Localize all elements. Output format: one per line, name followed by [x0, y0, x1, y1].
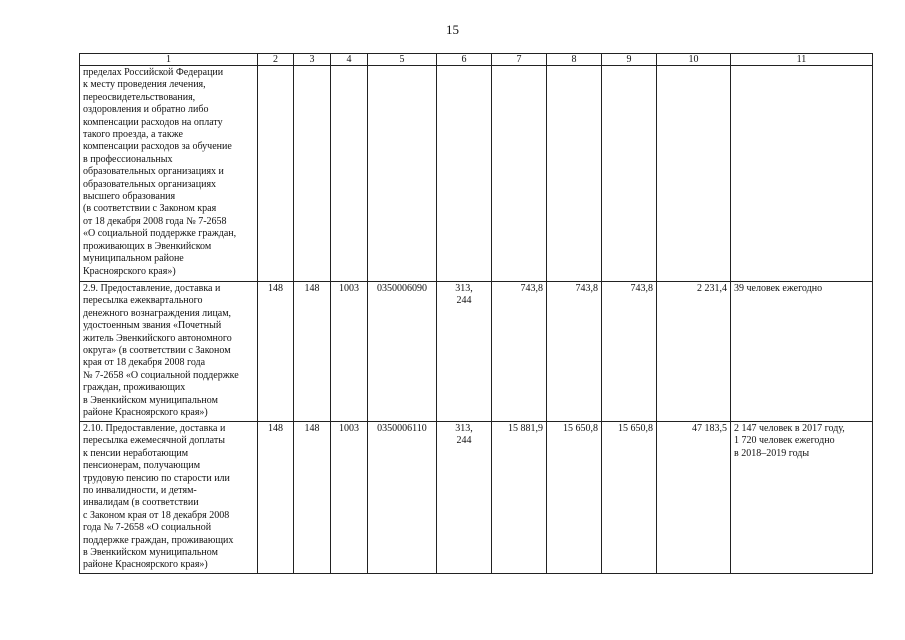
cell-col10: [657, 66, 731, 282]
column-header: 11: [731, 54, 873, 66]
description-line: к пенсии неработающим: [83, 447, 189, 459]
description-line: районе Красноярского края»): [83, 407, 208, 419]
cell-col9: 15 650,8: [602, 422, 657, 574]
cell-col6: [437, 282, 492, 422]
description-line: инвалидам (в соответствии: [83, 497, 199, 509]
budget-table: [79, 53, 873, 574]
cell-col8: 743,8: [547, 282, 602, 422]
cell-col7: [492, 66, 547, 282]
description-line: образовательных организациях: [83, 178, 217, 190]
description-line: 2.10. Предоставление, доставка и: [83, 423, 226, 434]
description-line: с Законом края от 18 декабря 2008: [83, 509, 230, 521]
description-line: такого проезда, а также: [83, 129, 183, 141]
cell-col3: 148: [294, 282, 331, 422]
cell-col6-line: 313,: [455, 423, 473, 434]
page-number: 15: [446, 22, 459, 37]
table-row: [80, 282, 873, 422]
column-header: 2: [258, 54, 294, 66]
description-line: (в соответствии с Законом края: [83, 203, 217, 215]
cell-col11: [731, 422, 873, 574]
description-line: высшего образования: [83, 191, 176, 203]
cell-col7: 743,8: [492, 282, 547, 422]
table-row: [80, 66, 873, 282]
description-line: округа» (в соответствии с Законом: [83, 345, 231, 357]
description-line: пересылка ежеквартального: [83, 295, 203, 307]
row-description-cell: [80, 282, 258, 422]
column-header: 9: [602, 54, 657, 66]
description-line: поддержке граждан, проживающих: [83, 534, 234, 546]
description-line: районе Красноярского края»): [83, 559, 208, 571]
column-header: 5: [368, 54, 437, 66]
cell-col6: [437, 66, 492, 282]
cell-col4: 1003: [331, 422, 368, 574]
column-number-header-row: [80, 54, 873, 66]
description-line: пределах Российской Федерации: [83, 67, 224, 78]
description-line: к месту проведения лечения,: [83, 79, 206, 91]
column-header: 10: [657, 54, 731, 66]
cell-col4: 1003: [331, 282, 368, 422]
cell-col10: 47 183,5: [657, 422, 731, 574]
description-line: муниципальном районе: [83, 253, 184, 265]
cell-col6: [437, 422, 492, 574]
cell-col6-line: 313,: [455, 283, 473, 294]
description-line: в Эвенкийском муниципальном: [83, 547, 218, 559]
cell-col5: 0350006110: [368, 422, 437, 574]
description-line: по инвалидности, и детям-: [83, 485, 197, 497]
cell-col11-line: 1 720 человек ежегодно: [734, 435, 835, 447]
column-header: 4: [331, 54, 368, 66]
cell-col4: [331, 66, 368, 282]
column-header: 6: [437, 54, 492, 66]
description-line: житель Эвенкийского автономного: [83, 332, 232, 344]
description-line: «О социальной поддержке граждан,: [83, 228, 237, 240]
cell-col2: [258, 66, 294, 282]
cell-col11: [731, 66, 873, 282]
cell-col2: 148: [258, 422, 294, 574]
description-line: граждан, проживающих: [83, 382, 186, 394]
description-line: трудовую пенсию по старости или: [83, 472, 230, 484]
description-line: года № 7-2658 «О социальной: [83, 522, 212, 534]
cell-col5: [368, 66, 437, 282]
description-line: переосвидетельствования,: [83, 91, 196, 103]
description-line: Красноярского края»): [83, 265, 176, 277]
cell-col8: [547, 66, 602, 282]
description-line: денежного вознаграждения лицам,: [83, 307, 232, 319]
description-line: в Эвенкийском муниципальном: [83, 394, 218, 406]
description-line: оздоровления и обратно либо: [83, 104, 209, 116]
cell-col8: 15 650,8: [547, 422, 602, 574]
description-line: компенсации расходов за обучение: [83, 141, 232, 153]
column-header: 8: [547, 54, 602, 66]
description-line: края от 18 декабря 2008 года: [83, 357, 206, 369]
description-line: пенсионерам, получающим: [83, 460, 201, 472]
description-line: проживающих в Эвенкийском: [83, 240, 212, 252]
description-line: компенсации расходов на оплату: [83, 116, 223, 128]
cell-col11: [731, 282, 873, 422]
description-line: от 18 декабря 2008 года № 7-2658: [83, 215, 227, 227]
cell-col5: 0350006090: [368, 282, 437, 422]
description-line: 2.9. Предоставление, доставка и: [83, 283, 221, 294]
description-line: пересылка ежемесячной доплаты: [83, 435, 225, 447]
row-description-cell: [80, 422, 258, 574]
column-header: 3: [294, 54, 331, 66]
cell-col7: 15 881,9: [492, 422, 547, 574]
cell-col3: [294, 66, 331, 282]
cell-col9: [602, 66, 657, 282]
row-description-cell: [80, 66, 258, 282]
description-line: № 7-2658 «О социальной поддержке: [83, 369, 239, 381]
description-line: в профессиональных: [83, 153, 173, 165]
cell-col6-line: 244: [456, 435, 472, 447]
cell-col10: 2 231,4: [657, 282, 731, 422]
cell-col9: 743,8: [602, 282, 657, 422]
cell-col11-line: в 2018–2019 годы: [734, 447, 810, 459]
column-header: 7: [492, 54, 547, 66]
cell-col3: 148: [294, 422, 331, 574]
description-line: образовательных организациях и: [83, 166, 224, 178]
description-line: удостоенным звания «Почетный: [83, 320, 222, 332]
cell-col11-line: 39 человек ежегодно: [734, 283, 823, 294]
cell-col11-line: 2 147 человек в 2017 году,: [734, 423, 845, 434]
cell-col6-line: 244: [456, 295, 472, 307]
column-header: 1: [80, 54, 258, 66]
table-row: [80, 422, 873, 574]
cell-col2: 148: [258, 282, 294, 422]
